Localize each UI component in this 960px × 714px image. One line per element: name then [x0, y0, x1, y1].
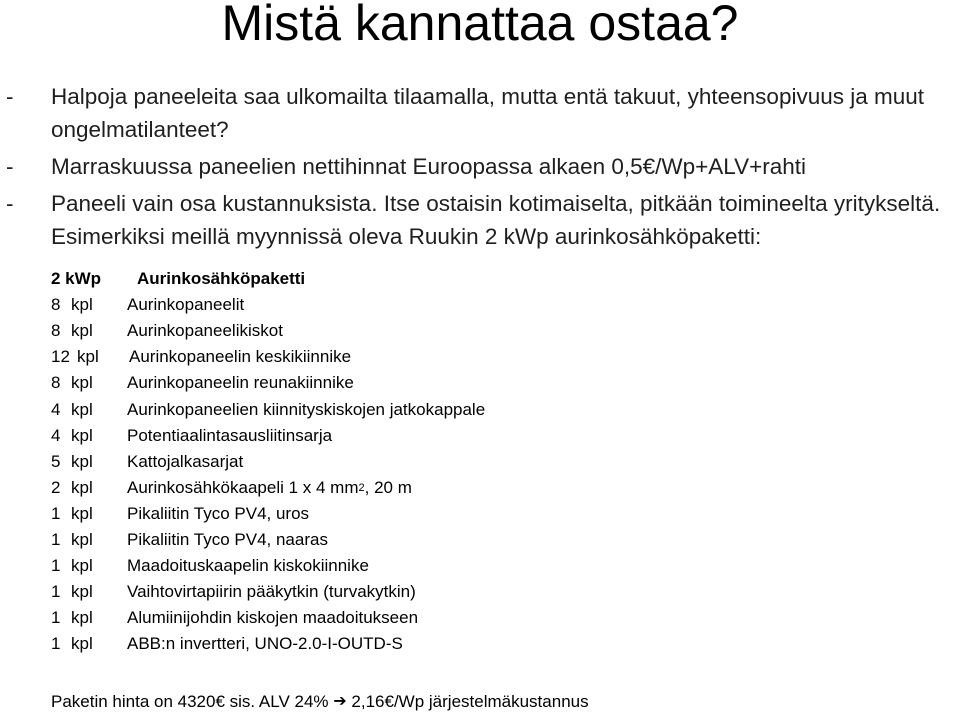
item-unit: kpl: [71, 399, 93, 419]
item-suffix: , 20 m: [364, 477, 412, 497]
item-name: Kattojalkasarjat: [127, 451, 244, 471]
package-item: 2 kpl Aurinkosähkökaapeli 1 x 4 mm 2 , 20 m: [51, 475, 485, 501]
package-item: [51, 344, 485, 370]
item-unit: kpl: [71, 373, 93, 393]
package-item: [51, 605, 485, 631]
item-quantity: 1: [51, 556, 61, 576]
item-unit: kpl: [71, 321, 93, 341]
package-item: [51, 292, 485, 318]
bullet-dash: -: [6, 191, 14, 216]
package-item: [51, 579, 485, 605]
item-unit: kpl: [71, 451, 93, 471]
package-item: [51, 631, 485, 657]
item-name: Vaihtovirtapiirin pääkytkin (turvakytkin): [127, 582, 416, 602]
item-unit: kpl: [71, 608, 93, 628]
package-item: [51, 449, 485, 475]
package-header: [51, 266, 485, 292]
package-items: [51, 292, 485, 657]
item-quantity: 1: [51, 582, 61, 602]
bullet-text: Marraskuussa paneelien nettihinnat Euroopassa alkaen 0,5€/Wp+ALV+rahti: [51, 154, 807, 179]
item-name: Potentiaalintasausliitinsarja: [127, 425, 333, 445]
item-name: Pikaliitin Tyco PV4, uros: [127, 503, 310, 523]
package-item: [51, 553, 485, 579]
bullet-text: Paneeli vain osa kustannuksista. Itse ostaisin kotimaiselta, pitkään toimineelta yritykseltä. Esimerkiksi meillä myynnissä oleva Ruukin 2 kWp aurinkosähköpaketti:: [51, 191, 941, 249]
package-item: [51, 318, 485, 344]
item-unit: kpl: [71, 503, 93, 523]
package-item: [51, 501, 485, 527]
item-unit: kpl: [71, 582, 93, 602]
item-quantity: 8: [51, 373, 61, 393]
package-list: [51, 266, 485, 657]
item-name: Pikaliitin Tyco PV4, naaras: [127, 529, 328, 549]
item-name: Alumiinijohdin kiskojen maadoitukseen: [127, 608, 419, 628]
item-unit: kpl: [71, 634, 93, 654]
bullet-item: [0, 150, 958, 183]
item-name: ABB:n invertteri, UNO-2.0-I-OUTD-S: [127, 634, 403, 654]
bullet-item: [0, 80, 958, 146]
package-item: [51, 370, 485, 396]
price-cost: 2,16€/Wp järjestelmäkustannus: [351, 692, 589, 711]
item-unit: kpl: [71, 295, 93, 315]
item-unit: kpl: [71, 477, 93, 497]
package-name: Aurinkosähköpaketti: [137, 269, 306, 289]
item-name: Aurinkosähkökaapeli 1 x 4 mm: [127, 477, 359, 497]
item-quantity: 12: [51, 347, 70, 367]
item-name: Aurinkopaneelin reunakiinnike: [127, 373, 354, 393]
slide-title: Mistä kannattaa ostaa?: [221, 0, 739, 51]
item-quantity: 1: [51, 503, 61, 523]
price-text: Paketin hinta on 4320€ sis. ALV 24%: [51, 692, 329, 711]
item-quantity: 1: [51, 608, 61, 628]
package-item: [51, 396, 485, 422]
package-item: [51, 423, 485, 449]
item-unit: kpl: [77, 347, 99, 367]
item-quantity: 4: [51, 425, 61, 445]
item-quantity: 8: [51, 321, 61, 341]
arrow-right-icon: ➔: [333, 693, 347, 710]
item-quantity: 1: [51, 634, 61, 654]
item-quantity: 2: [51, 477, 61, 497]
price-line: [51, 690, 589, 714]
item-name: Aurinkopaneelin keskikiinnike: [129, 347, 352, 367]
bullet-list: [0, 80, 958, 257]
bullet-dash: -: [6, 154, 14, 179]
item-quantity: 8: [51, 295, 61, 315]
item-quantity: 1: [51, 529, 61, 549]
bullet-dash: -: [6, 84, 14, 109]
item-name: Aurinkopaneelien kiinnityskiskojen jatkokappale: [127, 399, 486, 419]
item-unit: kpl: [71, 556, 93, 576]
item-unit: kpl: [71, 425, 93, 445]
item-quantity: 4: [51, 399, 61, 419]
item-quantity: 5: [51, 451, 61, 471]
package-item: [51, 527, 485, 553]
item-name: Aurinkopaneelit: [127, 295, 245, 315]
bullet-item: [0, 187, 958, 253]
item-unit: kpl: [71, 529, 93, 549]
item-name: Aurinkopaneelikiskot: [127, 321, 283, 341]
item-name: Maadoituskaapelin kiskokiinnike: [127, 556, 369, 576]
bullet-text: Halpoja paneeleita saa ulkomailta tilaamalla, mutta entä takuut, yhteensopivuus ja muut ongelmatilanteet?: [51, 84, 925, 142]
package-size: 2 kWp: [51, 269, 102, 289]
